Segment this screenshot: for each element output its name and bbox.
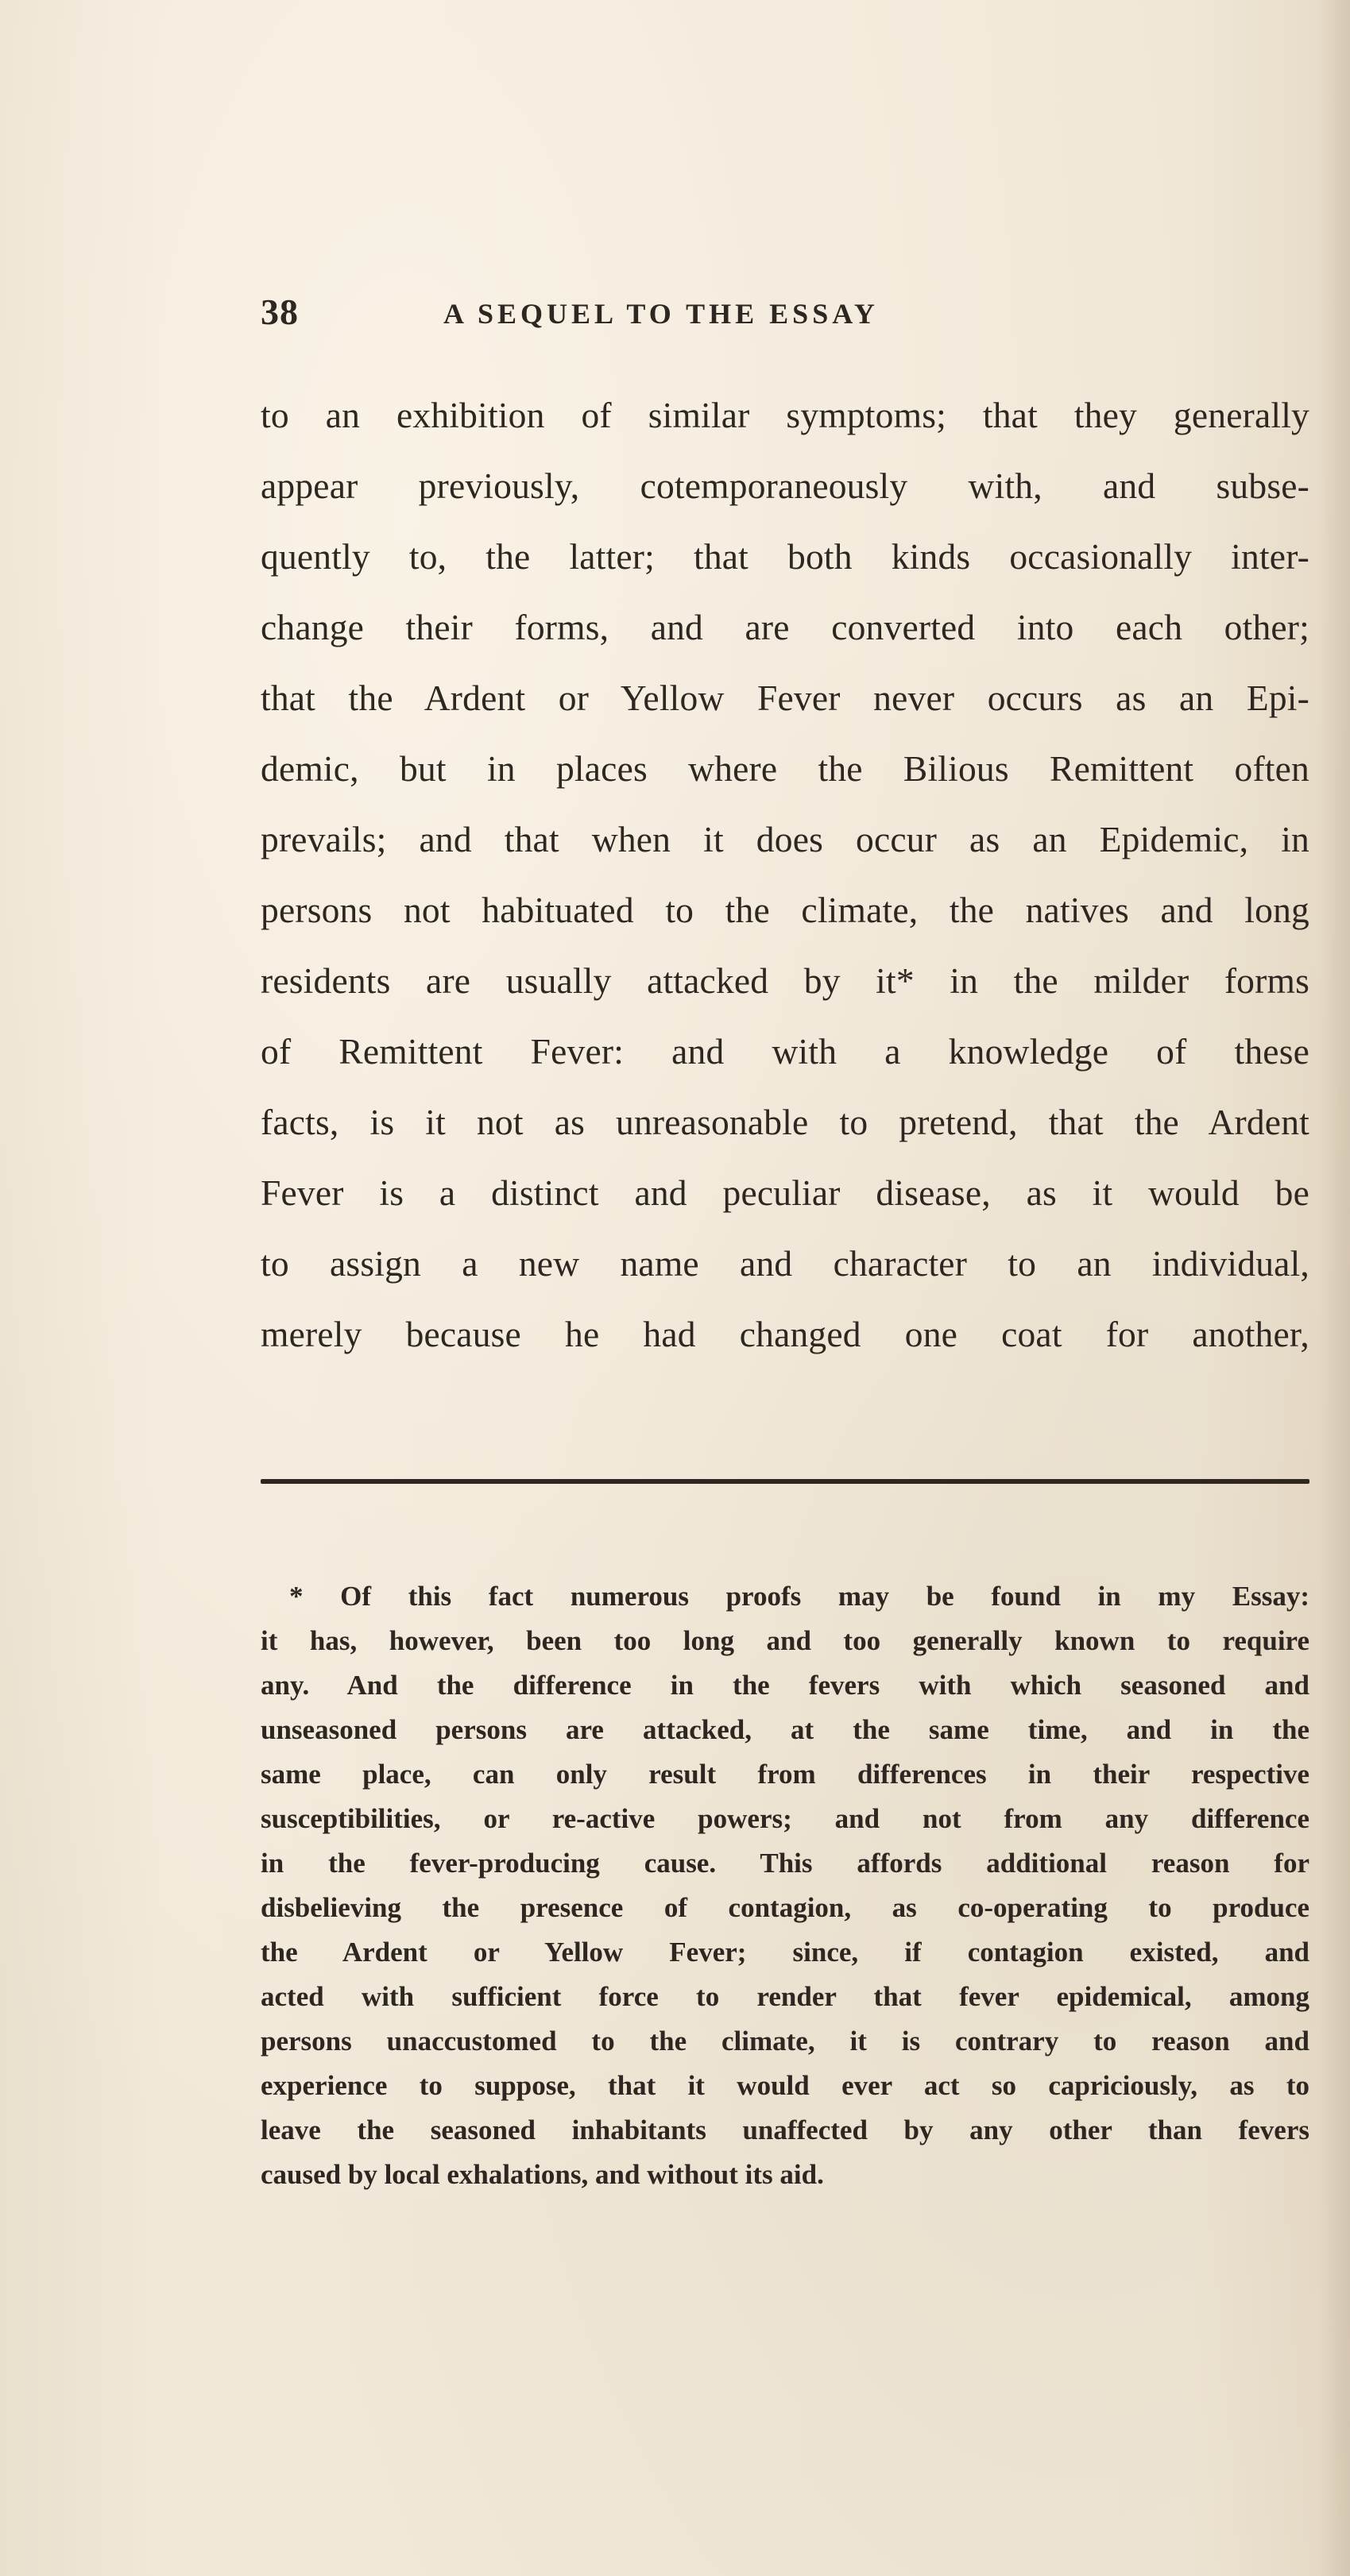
footnote-line: unseasoned persons are attacked, at the same time, and in the [261,1714,1309,1745]
text-line: merely because he had changed one coat for another, [261,1314,1309,1354]
footnote-line: persons unaccustomed to the climate, it is contrary to reason and [261,2026,1309,2057]
footnote-line: in the fever-producing cause. This affords additional reason for [261,1848,1309,1879]
footnote-line: the Ardent or Yellow Fever; since, if contagion existed, and [261,1937,1309,1968]
page-edge-shadow [1318,0,1350,2576]
footnote-line: acted with sufficient force to render that fever epidemical, among [261,1981,1309,2012]
footnote-line: disbelieving the presence of contagion, as co-operating to produce [261,1892,1309,1923]
text-line: change their forms, and are converted into each other; [261,607,1309,647]
footnote-line: it has, however, been too long and too generally known to require [261,1625,1309,1656]
footnote-line: any. And the difference in the fevers with which seasoned and [261,1670,1309,1701]
text-line: appear previously, cotemporaneously with, and subse- [261,465,1309,506]
text-line: residents are usually attacked by it* in the milder forms [261,960,1309,1001]
footnote-divider [261,1479,1309,1484]
footnote-line: susceptibilities, or re-active powers; and not from any difference [261,1803,1309,1834]
text-line: persons not habituated to the climate, the natives and long [261,890,1309,930]
running-title: A SEQUEL TO THE ESSAY [443,298,879,330]
text-line: facts, is it not as unreasonable to pretend, that the Ardent [261,1102,1309,1142]
text-line: that the Ardent or Yellow Fever never occurs as an Epi- [261,678,1309,718]
footnote-line: leave the seasoned inhabitants unaffected by any other than fevers [261,2114,1309,2145]
footnote-line: caused by local exhalations, and without its aid. [261,2159,824,2190]
text-line: to assign a new name and character to an individual, [261,1243,1309,1284]
footnote-line: experience to suppose, that it would ever act so capriciously, as to [261,2070,1309,2101]
text-line: to an exhibition of similar symptoms; that they generally [261,395,1309,435]
text-line: Fever is a distinct and peculiar disease, as it would be [261,1172,1309,1213]
page-number: 38 [261,292,299,332]
text-line: demic, but in places where the Bilious Remittent often [261,748,1309,789]
text-line: of Remittent Fever: and with a knowledge of these [261,1031,1309,1072]
footnote-line: same place, can only result from differences in their respective [261,1759,1309,1790]
text-line: prevails; and that when it does occur as an Epidemic, in [261,819,1309,859]
running-head [261,291,1071,346]
footnote-line: * Of this fact numerous proofs may be found in my Essay: [289,1581,1309,1612]
text-line: quently to, the latter; that both kinds occasionally inter- [261,536,1309,577]
